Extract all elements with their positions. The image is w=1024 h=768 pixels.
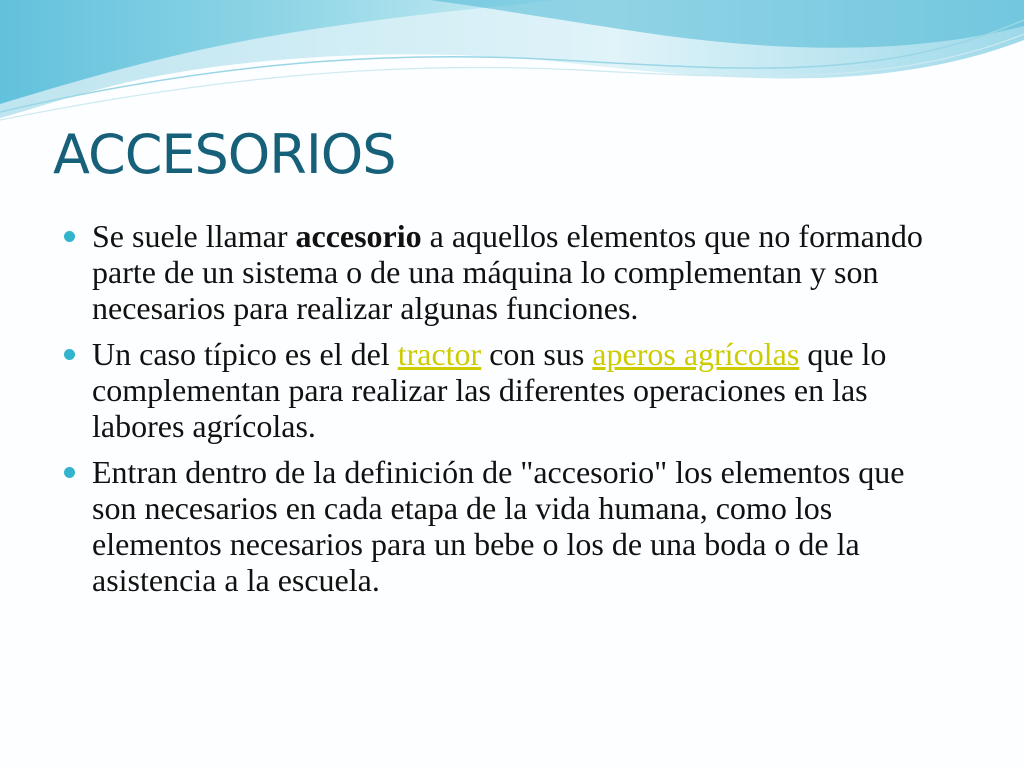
bullet-1-text-pre: Se suele llamar [92, 218, 296, 254]
bullet-dot-icon [64, 467, 75, 478]
slide-title: ACCESORIOS [53, 123, 396, 186]
bullet-3-text: Entran dentro de la definición de "accesorio" los elementos que son necesarios en cada etapa de la vida humana, como los elementos necesarios para un bebe o los de una boda o de la asistencia a la escuela. [92, 454, 905, 598]
bullet-dot-icon [64, 231, 75, 242]
bullet-item [62, 336, 952, 444]
link-aperos-agricolas[interactable]: aperos agrícolas [592, 336, 800, 372]
bullet-text [92, 336, 886, 444]
bullet-1-bold-term: accesorio [295, 218, 422, 254]
bullet-item [62, 454, 952, 598]
bullet-2-text-mid: con sus [481, 336, 593, 372]
bullet-1-text-post: a aquellos elementos que no formando parte de un sistema o de una máquina lo complementan y son necesarios para realizar algunas funciones. [92, 218, 923, 326]
decorative-wave-header [0, 0, 1024, 130]
bullet-item [62, 218, 952, 326]
bullet-text [92, 218, 923, 326]
bullet-dot-icon [64, 349, 75, 360]
bullet-list [62, 218, 952, 608]
link-tractor[interactable]: tractor [397, 336, 482, 372]
bullet-2-text-post: que lo complementan para realizar las diferentes operaciones en las labores agrícolas. [92, 336, 887, 444]
bullet-2-text-pre: Un caso típico es el del [92, 336, 398, 372]
